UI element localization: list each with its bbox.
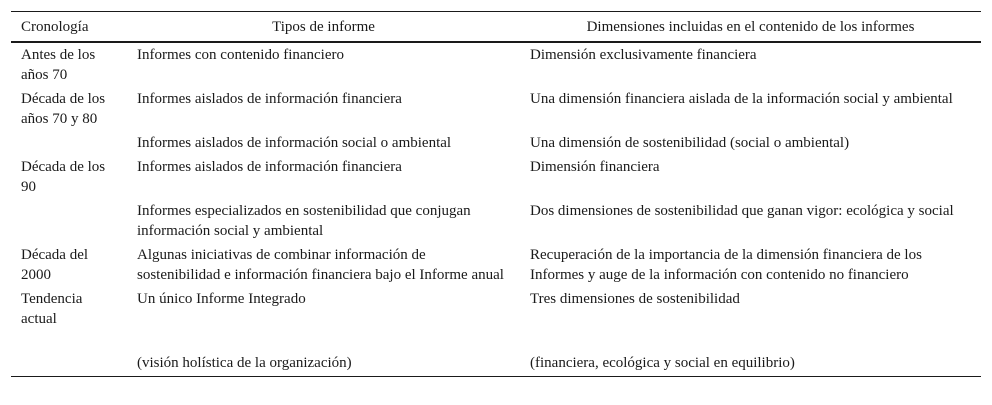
table-header	[11, 12, 981, 43]
header-dimensions: Dimensiones incluidas en el contenido de los informes	[586, 18, 915, 35]
table-row	[11, 155, 981, 199]
header-chronology: Cronología	[21, 18, 89, 35]
cell-report-type: Informes especializados en sostenibilidad que conjugan información social y ambiental	[137, 203, 471, 239]
cell-report-type: Algunas iniciativas de combinar información de sostenibilidad e información financiera bajo el Informe anual	[137, 247, 504, 283]
cell-chronology: Tendencia actual	[21, 291, 83, 327]
cell-dimensions: Dimensión financiera	[530, 159, 660, 175]
table-row	[11, 87, 981, 131]
header-row	[11, 12, 981, 43]
chronology-table	[11, 11, 981, 377]
table-row	[11, 42, 981, 87]
cell-dimensions: Una dimensión de sostenibilidad (social o ambiental)	[530, 135, 850, 151]
table-body	[11, 42, 981, 377]
cell-report-type: (visión holística de la organización)	[137, 355, 352, 371]
cell-chronology: Década de los 90	[21, 159, 106, 195]
cell-chronology: Antes de los años 70	[21, 47, 96, 83]
cell-dimensions: Dos dimensiones de sostenibilidad que ganan vigor: ecológica y social	[530, 203, 954, 219]
cell-report-type: Informes con contenido financiero	[137, 47, 345, 63]
table-row	[11, 287, 981, 331]
cell-dimensions: Recuperación de la importancia de la dimensión financiera de los Informes y auge de la información con contenido no financiero	[530, 247, 922, 283]
cell-report-type: Informes aislados de información financiera	[137, 91, 402, 107]
cell-report-type: Informes aislados de información social o ambiental	[137, 135, 452, 151]
cell-dimensions: Una dimensión financiera aislada de la información social y ambiental	[530, 91, 953, 107]
cell-dimensions: Tres dimensiones de sostenibilidad	[530, 291, 740, 307]
cell-report-type: Un único Informe Integrado	[137, 291, 306, 307]
cell-chronology: Década de los años 70 y 80	[21, 91, 106, 127]
table-row	[11, 131, 981, 155]
header-report-type: Tipos de informe	[272, 18, 375, 35]
cell-dimensions: Dimensión exclusivamente financiera	[530, 47, 757, 63]
cell-chronology: Década del 2000	[21, 247, 89, 283]
cell-report-type: Informes aislados de información financiera	[137, 159, 402, 175]
cell-dimensions: (financiera, ecológica y social en equilibrio)	[530, 355, 795, 371]
table-row	[11, 243, 981, 287]
table-row	[11, 331, 981, 377]
cell-chronology	[11, 131, 127, 155]
table-row	[11, 199, 981, 243]
table-container	[11, 11, 981, 377]
cell-chronology	[11, 199, 127, 243]
cell-chronology	[11, 331, 127, 377]
